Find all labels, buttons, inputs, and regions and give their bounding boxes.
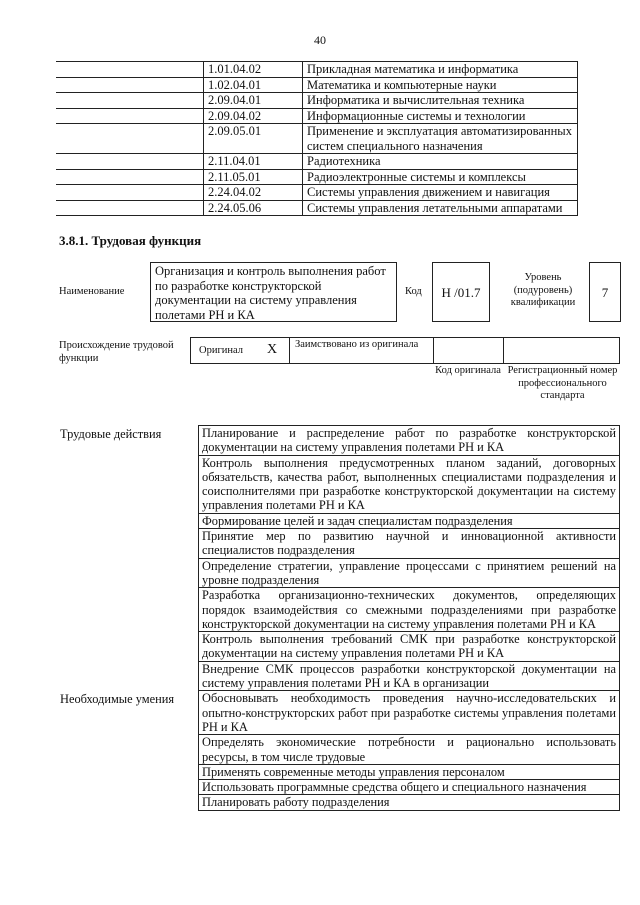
function-name-value: Организация и контроль выполнения работ по разработке конструкторской документации на систему управления полетами РН и КА xyxy=(150,262,397,322)
codes-table-row xyxy=(56,169,578,185)
labor-action-category-label: Трудовые действия xyxy=(60,426,162,441)
labor-action-item: Формирование целей и задач специалистам подразделения xyxy=(199,513,620,528)
labor-action-item: Принятие мер по развитию научной и инновационной активности специалистов подразделения xyxy=(199,529,620,559)
education-code: 2.11.05.01 xyxy=(204,169,303,185)
codes-table-row xyxy=(56,108,578,124)
codes-table-blank-cell xyxy=(56,124,204,154)
original-label: Оригинал xyxy=(199,345,243,356)
origin-row xyxy=(190,337,620,364)
education-name: Прикладная математика и информатика xyxy=(303,62,578,78)
codes-table-blank-cell xyxy=(56,154,204,170)
education-code: 1.02.04.01 xyxy=(204,77,303,93)
codes-table-row xyxy=(56,124,578,154)
original-mark: X xyxy=(267,342,278,357)
function-code-value: Н /01.7 xyxy=(432,262,490,322)
required-skill-category-label: Необходимые умения xyxy=(60,691,175,706)
required-skill-item: Применять современные методы управления персоналом xyxy=(199,764,620,779)
reg-number-caption: Регистрационный номер профессионального стандарта xyxy=(507,365,618,401)
codes-table-blank-cell xyxy=(56,169,204,185)
required-skill-item: Обосновывать необходимость проведения научно-исследовательских и опытно-конструкторских работ при разработке системы управления полетами РН и КА xyxy=(199,691,620,735)
required-skill-item: Определять экономические потребности и рационально использовать ресурсы, в том числе трудовые xyxy=(199,735,620,765)
codes-table-row xyxy=(56,62,578,78)
education-name: Радиоэлектронные системы и комплексы xyxy=(303,169,578,185)
codes-table-row xyxy=(56,185,578,201)
name-label: Наименование xyxy=(59,286,125,297)
education-name: Информационные системы и технологии xyxy=(303,108,578,124)
qualification-level-value: 7 xyxy=(589,262,621,322)
education-code: 2.24.05.06 xyxy=(204,200,303,216)
education-codes-table xyxy=(56,61,578,216)
codes-table-row xyxy=(56,93,578,109)
labor-action-item: Планирование и распределение работ по разработке конструкторской документации на систему управления полетами РН и КА xyxy=(199,426,620,456)
education-code: 1.01.04.02 xyxy=(204,62,303,78)
education-name: Применение и эксплуатация автоматизированных систем специального назначения xyxy=(303,124,578,154)
education-name: Математика и компьютерные науки xyxy=(303,77,578,93)
codes-table-blank-cell xyxy=(56,62,204,78)
section-heading: 3.8.1. Трудовая функция xyxy=(59,233,202,248)
code-label: Код xyxy=(405,286,422,297)
codes-table-blank-cell xyxy=(56,185,204,201)
codes-table-blank-cell xyxy=(56,93,204,109)
required-skill-item: Планировать работу подразделения xyxy=(199,795,620,810)
labor-action-item: Контроль выполнения требований СМК при разработке конструкторской документации на систему управления полетами РН и КА xyxy=(199,632,620,662)
origin-label: Происхождение трудовой функции xyxy=(59,340,174,364)
codes-table-blank-cell xyxy=(56,77,204,93)
labor-function-table xyxy=(56,425,620,811)
labor-action-item: Определение стратегии, управление процессами с принятием решений на уровне подразделения xyxy=(199,558,620,588)
page-number: 40 xyxy=(314,33,326,47)
education-code: 2.24.04.02 xyxy=(204,185,303,201)
labor-action-row xyxy=(56,426,620,456)
education-name: Системы управления движением и навигация xyxy=(303,185,578,201)
labor-action-item: Разработка организационно-технических документов, определяющих порядок взаимодействия со смежными подразделениями при разработке конструкторской документации на систему управления полетами РН и КА xyxy=(199,588,620,632)
required-skill-item: Использовать программные средства общего и специального назначения xyxy=(199,780,620,795)
level-label: Уровень (подуровень) квалификации xyxy=(510,272,576,308)
education-code: 2.11.04.01 xyxy=(204,154,303,170)
borrowed-label: Заимствовано из оригинала xyxy=(295,339,419,350)
education-name: Системы управления летательными аппаратами xyxy=(303,200,578,216)
labor-action-item: Внедрение СМК процессов разработки конструкторской документации на систему управления полетами РН и КА в организации xyxy=(199,661,620,691)
required-skill-row xyxy=(56,691,620,735)
codes-table-row xyxy=(56,200,578,216)
education-code: 2.09.04.02 xyxy=(204,108,303,124)
codes-table-row xyxy=(56,154,578,170)
education-name: Радиотехника xyxy=(303,154,578,170)
codes-table-blank-cell xyxy=(56,200,204,216)
labor-action-item: Контроль выполнения предусмотренных планом заданий, договорных обязательств, качества работ, выполненных специалистами подразделения и соисполнителями при разработке конструкторской документации на систему управления полетами РН и КА xyxy=(199,455,620,513)
codes-table-row xyxy=(56,77,578,93)
education-code: 2.09.04.01 xyxy=(204,93,303,109)
education-name: Информатика и вычислительная техника xyxy=(303,93,578,109)
codes-table-blank-cell xyxy=(56,108,204,124)
code-original-caption: Код оригинала xyxy=(435,365,501,376)
education-code: 2.09.05.01 xyxy=(204,124,303,154)
